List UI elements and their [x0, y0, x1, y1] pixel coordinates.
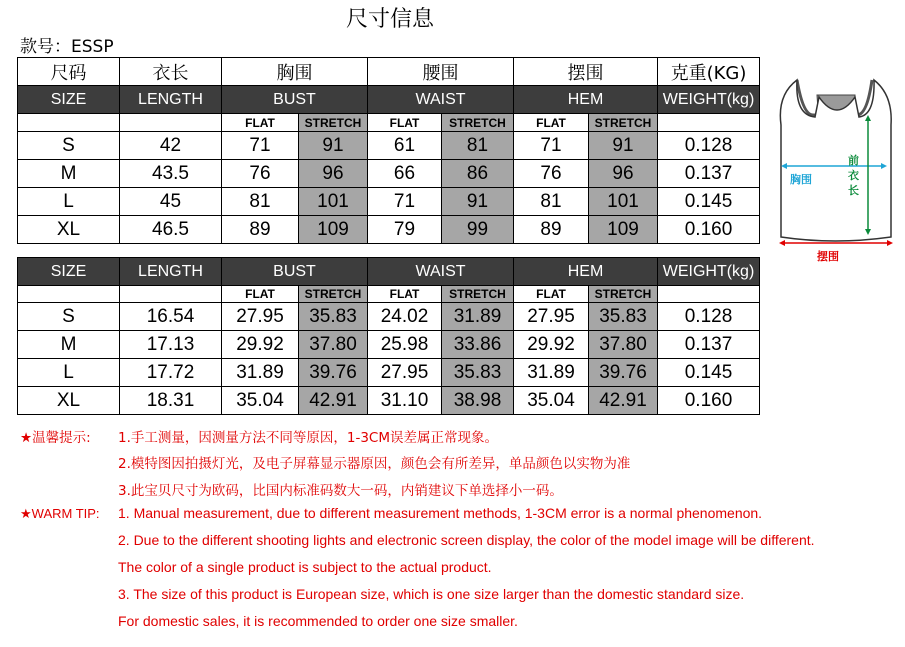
cn-header-weight: 克重(KG)	[658, 58, 760, 86]
tip-en-line: 2. Due to the different shooting lights and electronic screen display, the color of the model image will be different.	[118, 532, 815, 548]
table-row: S 16.54 27.95 35.83 24.02 31.89 27.95 35.83 0.128	[18, 303, 760, 331]
cn-header-hem: 摆围	[514, 58, 658, 86]
sub-header-stretch: STRETCH	[442, 286, 514, 303]
tip-cn-label: ★温馨提示:	[20, 430, 91, 446]
header-weight: WEIGHT(kg)	[658, 258, 760, 286]
table-row: L 45 81 101 71 91 81 101 0.145	[18, 188, 760, 216]
sub-header-flat: FLAT	[368, 114, 442, 132]
tip-cn-line: 3.此宝贝尺寸为欧码，比国内标准码数大一码，内销建议下单选择小一码。	[118, 483, 563, 499]
cn-header-length: 衣长	[120, 58, 222, 86]
cn-header-bust: 胸围	[222, 58, 368, 86]
tip-cn-line: 2.模特图因拍摄灯光，及电子屏幕显示器原因，颜色会有所差异，单品颜色以实物为准	[118, 456, 631, 472]
sub-header-stretch: STRETCH	[589, 286, 658, 303]
tip-en-label: ★WARM TIP:	[20, 506, 100, 521]
sub-header-stretch: STRETCH	[299, 114, 368, 132]
bust-label: 胸围	[790, 173, 812, 186]
header-hem: HEM	[514, 86, 658, 114]
header-hem: HEM	[514, 258, 658, 286]
size-table-inch	[17, 257, 760, 415]
size-table-cm	[17, 57, 760, 244]
header-bust: BUST	[222, 86, 368, 114]
table-row: XL 18.31 35.04 42.91 31.10 38.98 35.04 42.91 0.160	[18, 387, 760, 415]
page-title: 尺寸信息	[345, 7, 434, 32]
tip-en-line: For domestic sales, it is recommended to order one size smaller.	[118, 613, 518, 629]
tip-en-line: 3. The size of this product is European size, which is one size larger than the domestic standard size.	[118, 586, 745, 602]
header-waist: WAIST	[368, 258, 514, 286]
length-label: 前衣长	[848, 154, 859, 197]
sub-header-flat: FLAT	[514, 114, 589, 132]
sub-header-stretch: STRETCH	[442, 114, 514, 132]
header-weight: WEIGHT(kg)	[658, 86, 760, 114]
header-size: SIZE	[18, 86, 120, 114]
tip-cn-line: 1.手工测量，因测量方法不同等原因，1-3CM误差属正常现象。	[118, 430, 499, 446]
hem-label: 摆围	[817, 250, 839, 263]
sub-header-flat: FLAT	[368, 286, 442, 303]
garment-diagram	[775, 75, 900, 270]
table-row: M 17.13 29.92 37.80 25.98 33.86 29.92 37.80 0.137	[18, 331, 760, 359]
cn-header-waist: 腰围	[368, 58, 514, 86]
style-number: 款号：ESSP	[20, 37, 114, 57]
sub-header-flat: FLAT	[514, 286, 589, 303]
header-bust: BUST	[222, 258, 368, 286]
header-waist: WAIST	[368, 86, 514, 114]
sub-header-flat: FLAT	[222, 114, 299, 132]
table-row: S 42 71 91 61 81 71 91 0.128	[18, 132, 760, 160]
table-row: M 43.5 76 96 66 86 76 96 0.137	[18, 160, 760, 188]
sub-header-flat: FLAT	[222, 286, 299, 303]
header-size: SIZE	[18, 258, 120, 286]
header-length: LENGTH	[120, 258, 222, 286]
header-length: LENGTH	[120, 86, 222, 114]
sub-header-stretch: STRETCH	[299, 286, 368, 303]
table-row: XL 46.5 89 109 79 99 89 109 0.160	[18, 216, 760, 244]
tip-en-line: The color of a single product is subject to the actual product.	[118, 559, 492, 575]
tip-en-line: 1. Manual measurement, due to different measurement methods, 1-3CM error is a normal phenomenon.	[118, 505, 763, 521]
sub-header-stretch: STRETCH	[589, 114, 658, 132]
table-row: L 17.72 31.89 39.76 27.95 35.83 31.89 39.76 0.145	[18, 359, 760, 387]
cn-header-size: 尺码	[18, 58, 120, 86]
